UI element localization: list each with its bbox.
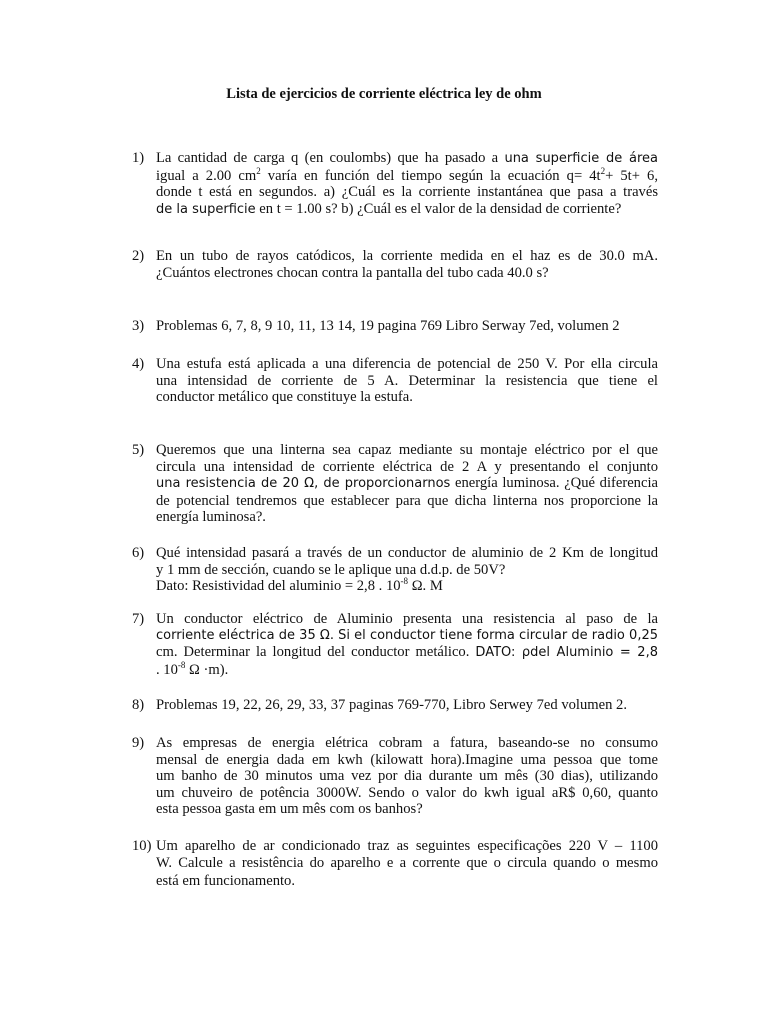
exercise-9 (132, 735, 658, 818)
exercise-number: 9) (132, 735, 145, 751)
exercise-line: Una estufa está aplicada a una diferencia de potencial de 250 V. Por ella circula (156, 356, 658, 372)
exercise-line: As empresas de energia elétrica cobram a fatura, baseando-se no consumo (156, 735, 658, 751)
exercise-1 (132, 150, 658, 218)
exercise-line: Qué intensidad pasará a través de un conductor de aluminio de 2 Km de longitud (156, 545, 658, 561)
exercise-number: 8) (132, 697, 145, 713)
exercise-7 (132, 611, 658, 678)
exercise-line: corriente eléctrica de 35 Ω. Si el conductor tiene forma circular de radio 0,25 (156, 627, 658, 643)
exercise-3 (132, 318, 658, 335)
exercise-line: una intensidad de corriente de 5 A. Determinar la resistencia que tiene el (156, 372, 658, 389)
exercise-line: de potencial tendremos que establecer para que dicha linterna nos proporcione la (156, 492, 658, 509)
exercise-line: está em funcionamento. (156, 873, 295, 890)
exercise-6 (132, 545, 658, 595)
exercise-10 (132, 838, 658, 890)
exercise-number: 3) (132, 318, 145, 334)
exercise-line: una resistencia de 20 Ω, de proporcionarnos energía luminosa. ¿Qué diferencia (156, 475, 658, 492)
exercise-number: 10) (132, 838, 152, 854)
exercise-line: Problemas 19, 22, 26, 29, 33, 37 paginas 769-770, Libro Serwey 7ed volumen 2. (156, 697, 627, 713)
exercise-line: Queremos que una linterna sea capaz mediante su montaje eléctrico por el que (156, 442, 658, 458)
exercise-number: 4) (132, 356, 145, 372)
exercise-number: 6) (132, 545, 145, 561)
exercise-line: Dato: Resistividad del aluminio = 2,8 . $10^{-8}$ Ω. M (156, 576, 443, 595)
exercise-line: . $10^{-8}$ Ω ·m). (156, 659, 229, 678)
exercise-line: donde t está en segundos. a) ¿Cuál es la corriente instantánea que pasa a través (156, 184, 658, 201)
exercise-line: En un tubo de rayos catódicos, la corriente medida en el haz es de 30.0 mA. (156, 248, 658, 264)
exercise-line: La cantidad de carga q (en coulombs) que ha pasado a una superficie de área (156, 150, 658, 166)
exercise-line: cm. Determinar la longitud del conductor metálico. DATO: ρdel Aluminio = 2,8 (156, 644, 658, 661)
exercise-line: mensal de energia dada em kwh (kilowatt hora).Imagine uma pessoa que tome (156, 751, 658, 768)
exercise-line: Un conductor eléctrico de Aluminio presenta una resistencia al paso de la (156, 611, 658, 627)
exercise-line: Problemas 6, 7, 8, 9 10, 11, 13 14, 19 pagina 769 Libro Serway 7ed, volumen 2 (156, 318, 620, 334)
exercise-line: de la superficie en t = 1.00 s? b) ¿Cuál es el valor de la densidad de corriente? (156, 200, 622, 217)
exercise-line: circula una intensidad de corriente eléctrica de 2 A y presentando el conjunto (156, 458, 658, 475)
exercise-line: W. Calcule a resistência do aparelho e a corrente que o circula quando o mesmo (156, 854, 658, 871)
exercise-number: 7) (132, 611, 145, 627)
document-title: Lista de ejercicios de corriente eléctrica ley de ohm (226, 86, 542, 102)
exercise-line: conductor metálico que constituye la estufa. (156, 389, 413, 406)
exercise-line: um chuveiro de potência 3000W. Sendo o valor do kwh igual aR$ 0,60, quanto (156, 784, 658, 801)
exercise-line: um banho de 30 minutos uma vez por dia durante um mês (30 dias), utilizando (156, 768, 658, 785)
exercise-line: esta pessoa gasta em um mês com os banhos? (156, 801, 423, 818)
exercise-line: igual a 2.00 $cm^2$ varía en función del tiempo según la ecuación $q= 4t^2+ 5t+ 6$, (156, 165, 658, 184)
exercise-5 (132, 442, 658, 526)
exercise-2 (132, 248, 658, 281)
exercise-number: 5) (132, 442, 145, 458)
exercise-number: 2) (132, 248, 145, 264)
exercise-line: y 1 mm de sección, cuando se le aplique una d.d.p. de 50V? (156, 561, 506, 578)
exercise-line: energía luminosa?. (156, 509, 266, 526)
exercise-number: 1) (132, 150, 145, 166)
exercise-line: ¿Cuántos electrones chocan contra la pantalla del tubo cada 40.0 s? (156, 264, 549, 281)
exercise-4 (132, 356, 658, 406)
exercise-line: Um aparelho de ar condicionado traz as seguintes especificações 220 V – 1100 (156, 838, 658, 854)
exercise-8 (132, 697, 658, 714)
